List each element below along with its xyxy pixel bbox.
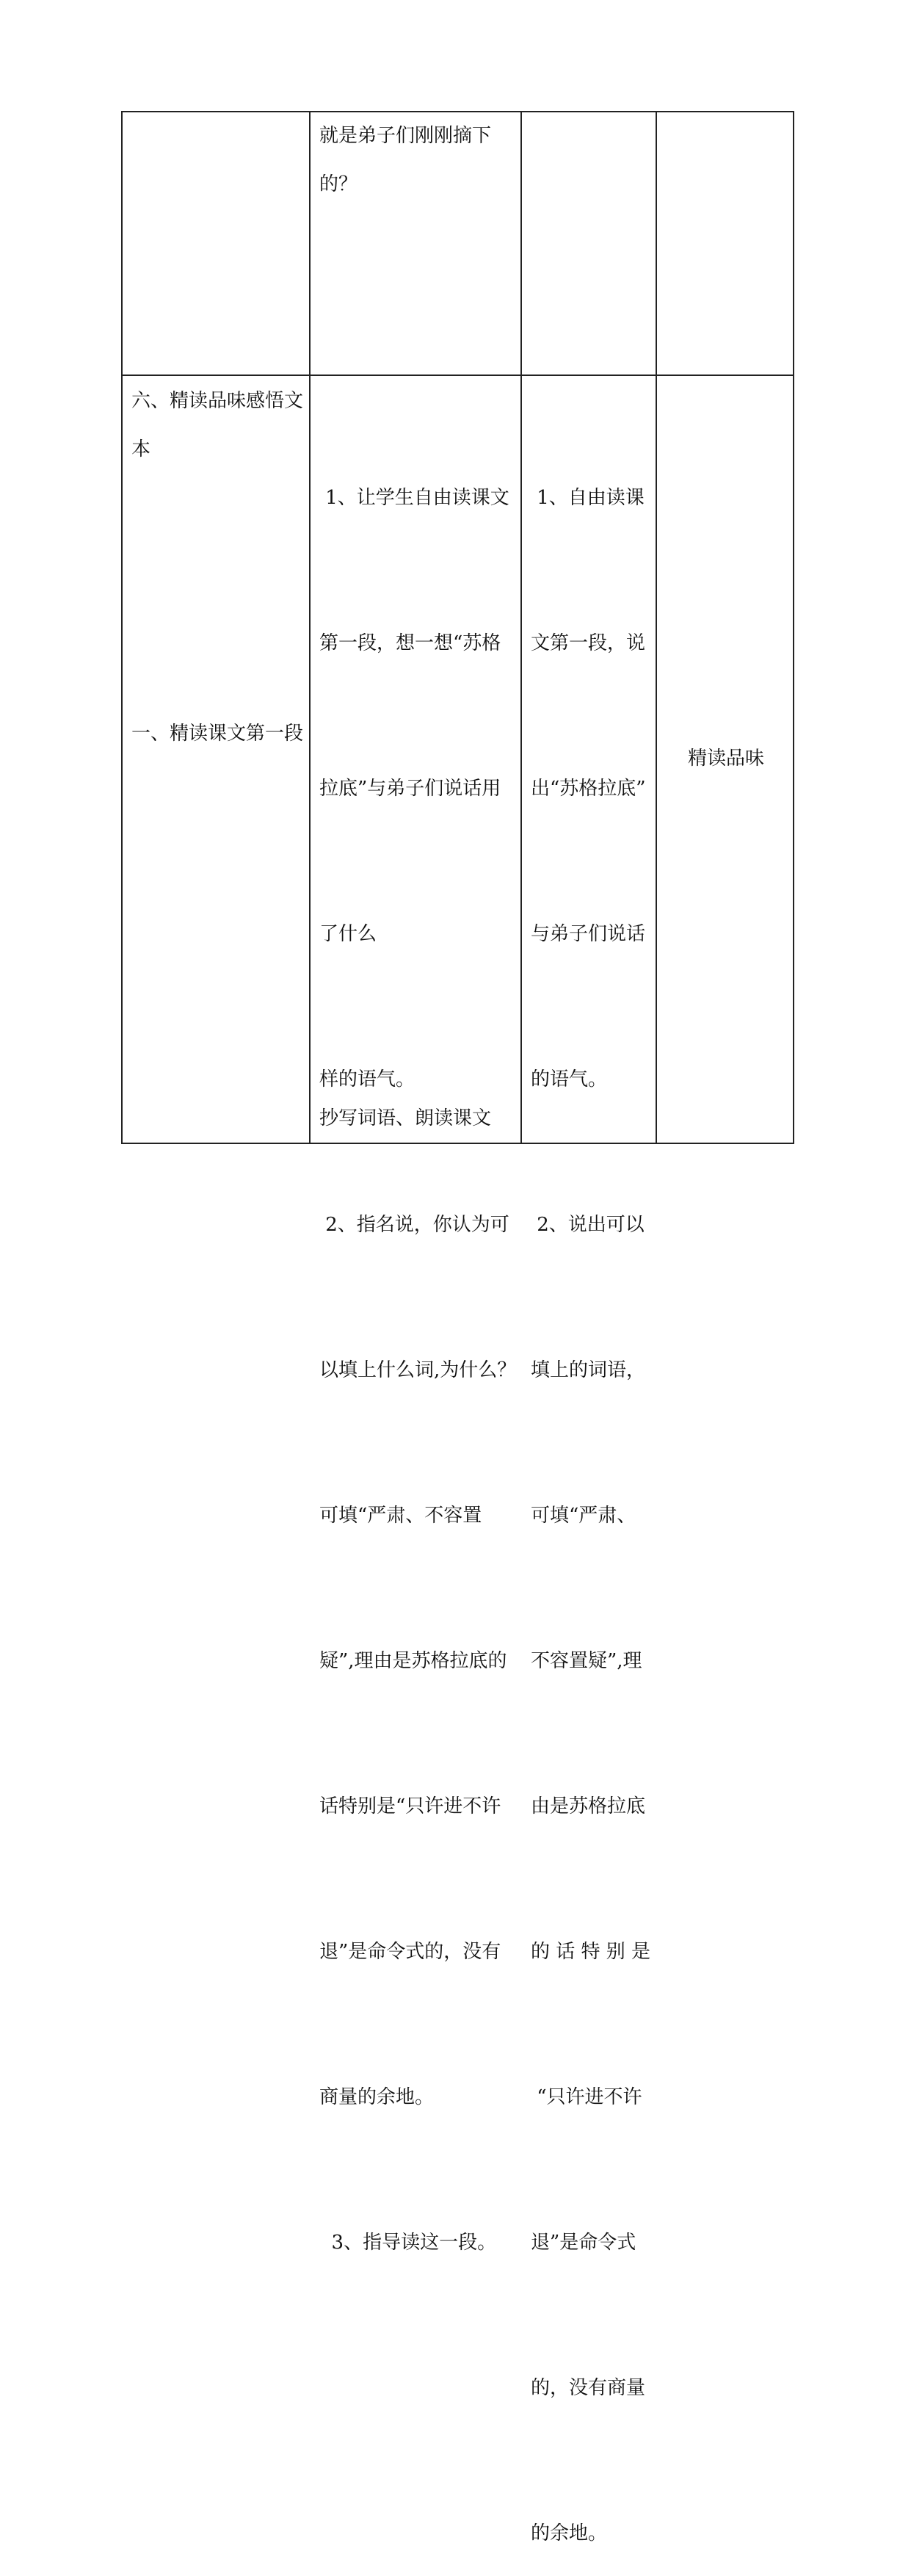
- text-line: 3、指导读这一段。: [319, 2232, 497, 2254]
- text-line: 样的语气。: [319, 1068, 415, 1090]
- text-line: “只许进不许: [531, 2086, 642, 2108]
- text-line: 了什么: [319, 923, 377, 945]
- row2-teacher-activity: [319, 377, 516, 2364]
- text-line: 拉底”与弟子们说话用: [319, 778, 501, 800]
- text-line: 抄写词语、朗读课文: [319, 1107, 492, 1129]
- row-divider: [121, 375, 794, 376]
- text-line: 就是弟子们刚刚摘下: [319, 125, 492, 147]
- text-line: 的语气。: [531, 1068, 608, 1090]
- text-line: 可填“严肃、: [531, 1505, 636, 1527]
- text-line: 2、指名说，你认为可: [319, 1214, 509, 1236]
- row2-design-intent: [688, 734, 764, 783]
- section-title: [131, 377, 303, 474]
- text-line: 可填“严肃、不容置: [319, 1505, 482, 1527]
- text-line: 2、说出可以: [531, 1214, 645, 1236]
- text-line: 1、让学生自由读课文: [319, 487, 509, 509]
- subsection-title: [131, 709, 303, 758]
- table-border-left: [121, 111, 123, 1143]
- text-line: 的？: [319, 173, 358, 195]
- text-line: 出“苏格拉底”: [531, 778, 646, 800]
- column-divider-2: [520, 111, 522, 1143]
- text-line: 六、精读品味感悟文: [131, 390, 304, 412]
- text-line: 的余地。: [531, 2522, 608, 2544]
- text-line: 以填上什么词,为什么？: [319, 1359, 517, 1381]
- text-line: 商量的余地。: [319, 2086, 435, 2108]
- text-line: 疑”,理由是苏格拉底的: [319, 1650, 507, 1672]
- text-line: 本: [131, 438, 151, 460]
- row2-student-activity: [531, 377, 650, 2576]
- table-border-right: [793, 111, 794, 1143]
- column-divider-3: [656, 111, 657, 1143]
- text-line: 1、自由读课: [531, 487, 645, 509]
- text-line: 话特别是“只许进不许: [319, 1795, 501, 1817]
- text-line: 与弟子们说话: [531, 923, 646, 945]
- text-line: 的，没有商量: [531, 2377, 646, 2399]
- text-line: 的 话 特 别 是: [531, 1941, 651, 1963]
- text-line: 由是苏格拉底: [531, 1795, 646, 1817]
- row1-teacher-activity: [319, 112, 491, 209]
- text-line: 一、精读课文第一段: [131, 723, 304, 745]
- column-divider-1: [309, 111, 311, 1143]
- text-line: 填上的词语，: [531, 1359, 646, 1381]
- text-line: 第一段，想一想“苏格: [319, 632, 501, 654]
- text-line: 不容置疑”,理: [531, 1650, 642, 1672]
- text-line: 退”是命令式: [531, 2232, 636, 2254]
- row2-homework-line: [319, 1094, 491, 1143]
- text-line: 文第一段，说: [531, 632, 646, 654]
- text-line: 退”是命令式的，没有: [319, 1941, 501, 1963]
- text-line: 精读品味: [688, 748, 765, 770]
